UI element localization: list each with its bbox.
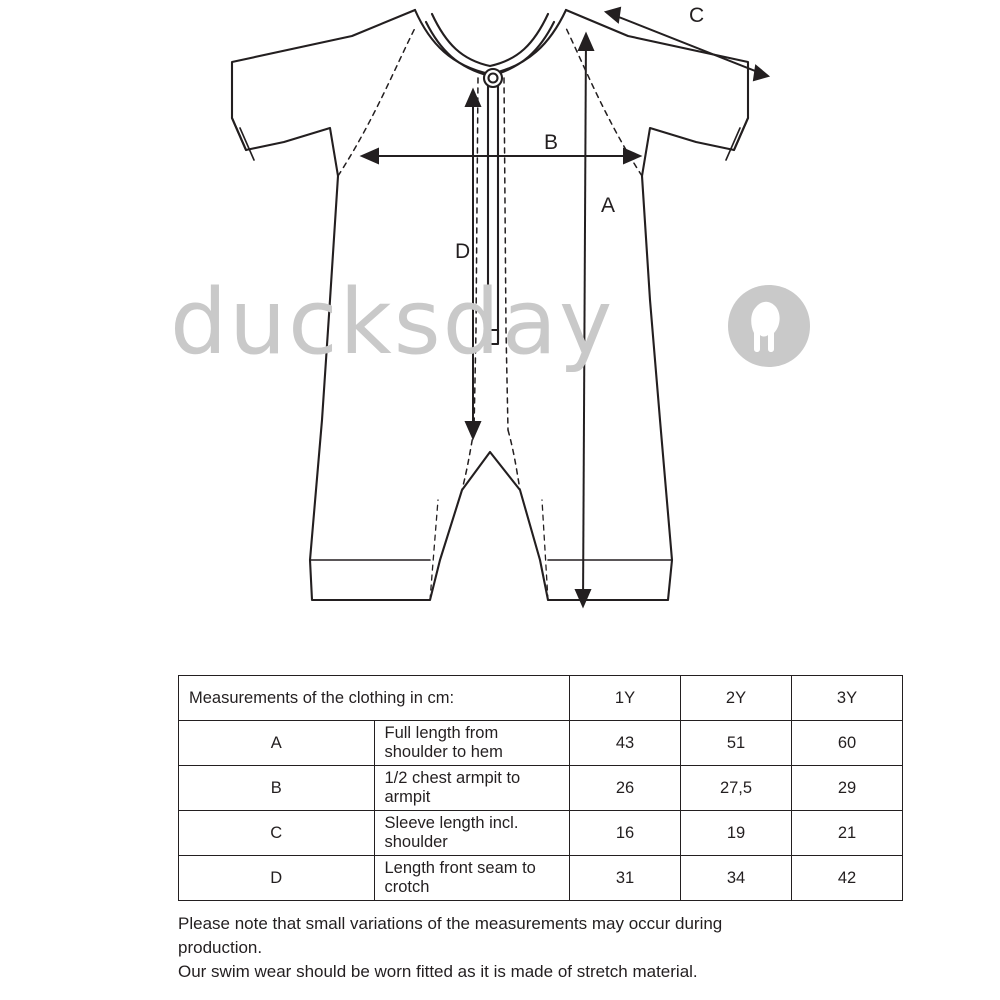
row-d-3y: 42 [792,856,903,901]
measurements-table [178,675,903,901]
duck-logo-icon [726,283,812,369]
row-b-2y: 27,5 [681,766,792,811]
row-b-1y: 26 [570,766,681,811]
row-d-1y: 31 [570,856,681,901]
table-row [179,811,903,856]
label-c: C [689,4,705,27]
note-line-2: production. [178,938,263,958]
table-header-size-1y: 1Y [570,676,681,721]
row-c-3y: 21 [792,811,903,856]
row-d-2y: 34 [681,856,792,901]
row-a-1y: 43 [570,721,681,766]
row-a-3y: 60 [792,721,903,766]
row-c-1y: 16 [570,811,681,856]
row-desc-c: Sleeve length incl. shoulder [374,811,570,856]
label-b: B [544,131,559,154]
table-row [179,766,903,811]
table-header-size-3y: 3Y [792,676,903,721]
measurements-table-wrap [178,675,858,901]
row-letter-d: D [179,856,375,901]
row-letter-a: A [179,721,375,766]
table-header-size-2y: 2Y [681,676,792,721]
row-desc-b: 1/2 chest armpit to armpit [374,766,570,811]
label-d: D [455,240,471,263]
table-header-row [179,676,903,721]
watermark-text: ducksday [170,270,615,375]
row-c-2y: 19 [681,811,792,856]
row-b-3y: 29 [792,766,903,811]
row-desc-d: Length front seam to crotch [374,856,570,901]
row-a-2y: 51 [681,721,792,766]
table-row [179,721,903,766]
row-desc-a: Full length from shoulder to hem [374,721,570,766]
table-header-label: Measurements of the clothing in cm: [179,676,570,721]
note-line-1: Please note that small variations of the measurements may occur during [178,914,723,933]
row-letter-c: C [179,811,375,856]
notes-block [178,912,878,984]
row-letter-b: B [179,766,375,811]
note-line-3: Our swim wear should be worn fitted as it is made of stretch material. [178,962,698,982]
table-row [179,856,903,901]
label-a: A [601,194,616,217]
